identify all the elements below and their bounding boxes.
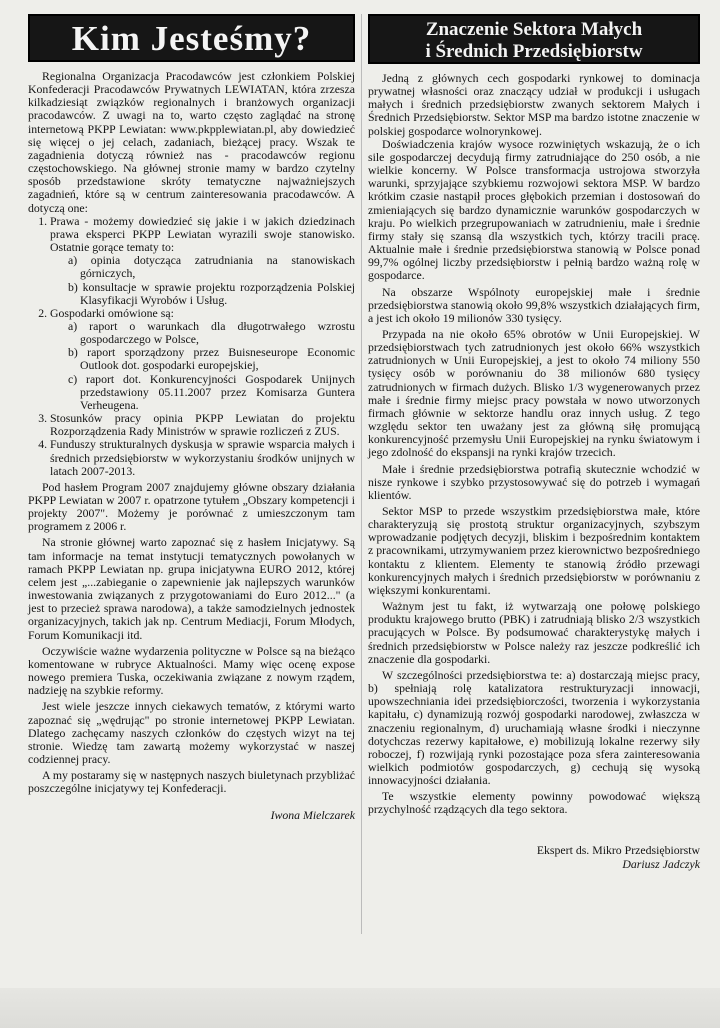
right-para-9: Te wszystkie elementy powinny powodować większą przychylność rządzących dla tego sektora. <box>368 789 700 817</box>
left-para-3: Oczywiście ważne wydarzenia polityczne w Polsce są na bieżąco komentowane w rubryce Aktualności. Mamy więc ocenę expose nowego premiera Tuska, oczekiwania związane z nowym rządem, nadzieję na szybkie reformy. <box>28 643 355 698</box>
topic-item-funds: 4. Funduszy strukturalnych dyskusja w sprawie wsparcia małych i średnich przedsiębiorstw w wykorzystaniu środków unijnych w latach 2007-2013. <box>50 438 355 477</box>
right-para-8: W szczególności przedsiębiorstwa te: a) dostarczają miejsc pracy, b) spełniają rolę katalizatora restrukturyzacji innowacji, upowszechniania idei przedsiębiorczości, tworzenia i wykorzystania kapitału, c) dynamizują rozwój gospodarki narodowej, zwłaszcza w znaczeniu regionalnym, d) uruchamiają własne środki i nieczynne dotychczas rezerwy kapitałowe, e) mobilizują lokalne rezerwy siły roboczej, f) rozwijają rynki pozostające poza sfera zainteresowania wielkich podmiotów gospodarczych, g) cechują się wysoką innowacyjności działania. <box>368 667 700 788</box>
left-intro: Regionalna Organizacja Pracodawców jest członkiem Polskiej Konfederacji Pracodawców Prywatnych LEWIATAN, która zrzesza kilkadziesiąt związków regionalnych i branżowych organizacji pracodawców. Z uwagi na to, warto często zaglądać na stronę internetową PKPP Lewiatan: www.pkpplewiatan.pl, aby dowiedzieć się więcej o jej celach, zadaniach, bieżącej pracy. Wszak te zagadnienia dotyczą również nas - pracodawców regionu częstochowskiego. Na głównej stronie mamy w bardzo czytelny sposób przedstawione skróty tematyczne najważniejszych zagadnień, które są w centrum zainteresowania pracodawców. A dotyczą one: <box>28 69 355 215</box>
topic-law-sub-a: a) opinia dotycząca zatrudniania na stanowiskach górniczych, <box>68 253 355 281</box>
left-column <box>28 14 355 823</box>
column-divider <box>361 14 362 934</box>
topic-law-sub-b: b) konsultacje w sprawie projektu rozporządzenia Polskiej Klasyfikacji Wyrobów i Usług. <box>68 279 355 307</box>
right-signature-name: Dariusz Jadczyk <box>622 856 700 871</box>
topic-economy-sub-a: a) raport o warunkach dla długotrwałego wzrostu gospodarczego w Polsce, <box>68 318 355 347</box>
left-title: Kim Jesteśmy? <box>28 14 355 62</box>
right-column <box>368 14 700 871</box>
topic-item-economy <box>50 307 355 412</box>
topic-economy-text: Gospodarki omówione są: <box>50 305 174 320</box>
topic-law-subs <box>50 254 355 307</box>
page-footer-bleed <box>0 988 720 1028</box>
left-signature: Iwona Mielczarek <box>270 808 355 823</box>
left-para-4: Jest wiele jeszcze innych ciekawych tematów, z którymi warto zapoznać się „wędrując" po stronie internetowej PKPP Lewiatan. Dlatego zachęcamy naszych członków do częstych wizyt na tej stronie. Wiedzę tam zawartą możemy wykorzystać w naszej codziennej pracy. <box>28 699 355 766</box>
right-signature-role: Ekspert ds. Mikro Przedsiębiorstw <box>536 842 700 857</box>
left-para-2: Na stronie głównej warto zapoznać się z hasłem Inicjatywy. Są tam informacje na temat instytucji tematycznych powołanych w ramach PKPP Lewiatan np. grupa inicjatywna EURO 2012, której celem jest „...zabieganie o zapewnienie jak najlepszych warunków inwestowania związanych z przygotowaniami do Euro 2012..." (a jest to przecież sprawa narodowa), a także samodzielnych jednostek organizacyjnych, takich jak np. Centrum Mediacji, Forum Młodych, Forum Komunikacji itd. <box>28 535 355 642</box>
left-article <box>28 70 355 823</box>
right-article <box>368 72 700 871</box>
right-para-4: Przypada na nie około 65% obrotów w Unii Europejskiej. W przedsiębiorstwach tych zatrudnionych jest około 66% wszystkich zatrudnionych w Unii Europejskiej, a jest to około 74 miliony 550 tysięcy osób w porównaniu do 38 milionów 680 tysięcy zatrudnionych w firmach dużych. Blisko 1/3 wygenerowanych przez małe i średnie firmy miejsc pracy powstała w nowo utworzonych firmach głównie w sektorze handlu oraz innych usług. Z tego względu sektor ten uważany jest za główną siłę promującą konkurencyjność przemysłu Unii Europejskiej na rynku światowym i jego zdolność do ekspansji na rynki krajów trzecich. <box>368 326 700 460</box>
topic-list <box>28 215 355 478</box>
topic-economy-sub-b: b) raport sporządzony przez Buisneseurope Economic Outlook dot. gospodarki europejskiej, <box>68 345 355 373</box>
topic-item-law <box>50 215 355 307</box>
left-para-1: Pod hasłem Program 2007 znajdujemy główne obszary działania PKPP Lewiatan w 2007 r. opatrzone tytułem „Obszary kompetencji i projekty 2007". Możemy je porównać z umieszczonym tam programem z 2006 r. <box>28 479 355 534</box>
right-para-6: Sektor MSP to przede wszystkim przedsiębiorstwa małe, które charakteryzują się prostotą struktur organizacyjnych, szybszym wprowadzanie podjętych decyzji, bliskim i bezpośrednim kontaktem z pracownikami, utrzymywaniem przez kierownictwo bezpośredniego kontaktu z klientem. Elementy te stanowią źródło przewagi konkurencyjnych małych i średnich przedsiębiorstw w porównaniu z większymi konkurentami. <box>368 504 700 597</box>
left-para-5: A my postaramy się w następnych naszych biuletynach przybliżać poszczególne inicjatywy tej Konfederacji. <box>28 768 355 796</box>
topic-item-labour: 3. Stosunków pracy opinia PKPP Lewiatan do projektu Rozporządzenia Rady Ministrów w sprawie rozliczeń z ZUS. <box>50 412 355 438</box>
right-para-5: Małe i średnie przedsiębiorstwa potrafią skutecznie wchodzić w nisze rynkowe i szybko przystosowywać się do potrzeb i wymagań klientów. <box>368 461 700 502</box>
right-signature <box>368 843 700 871</box>
topic-law-text: Prawa - możemy dowiedzieć się jakie i w jakich dziedzinach prawa eksperci PKPP Lewiatan wyrazili swoje stanowisko. Ostatnie gorące tematy to: <box>50 213 355 255</box>
right-title-line-1: Znaczenie Sektora Małych <box>425 19 643 40</box>
right-para-7: Ważnym jest tu fakt, iż wytwarzają one połowę polskiego produktu krajowego brutto (PBK) i zatrudniają blisko 2/3 wszystkich pracujących w Polsce. By podsumować charakterystykę małych i średnich przedsiębiorstw w Polsce należy raz jeszcze podkreślić ich znaczenie dla gospodarki. <box>368 599 700 666</box>
topic-economy-sub-c: c) raport dot. Konkurencyjności Gospodarek Unijnych przedstawiony 05.11.2007 przez Komisarza Guntera Verheugena. <box>68 371 355 412</box>
right-para-2: Doświadczenia krajów wysoce rozwiniętych wskazują, że o ich sile gospodarczej decydują firmy zatrudniające do 250 osób, a nie wielkie koncerny. W Polsce transformacja ustrojowa stworzyła warunki, sprzyjające szybkiemu rozwojowi sektora MSP. W bardzo krótkim czasie nastąpił proces głębokich przemian i dostosowań do zmieniających się bardzo dynamicznie warunków gospodarczych w kraju. Po wielkich przegrupowaniach w zatrudnieniu, małe i średnie firmy stały się szansą dla wszystkich tych, którzy tracili pracę. Aktualnie małe i średnie przedsiębiorstwa stanowią w Polsce ponad 99,7% ogólnej liczby przedsiębiorstw i pełnią bardzo ważną rolę w gospodarce. <box>368 136 700 283</box>
right-title-line-2: i Średnich Przedsiębiorstw <box>425 41 643 62</box>
right-para-3: Na obszarze Wspólnoty europejskiej małe i średnie przedsiębiorstwa stanowią około 99,8% wszystkich działających firm, a jest ich około 19 milionów 330 tysięcy. <box>368 284 700 325</box>
topic-economy-subs <box>50 320 355 412</box>
right-title <box>368 14 700 64</box>
right-para-1: Jedną z głównych cech gospodarki rynkowej to dominacja prywatnej własności oraz znaczący udział w produkcji i usługach małych i średnich przedsiębiorstw zwanych sektorem Małych i Średnich Przedsiębiorstw. Sektor MSP ma bardzo istotne znaczenie w polskiej gospodarce wolnorynkowej. <box>368 71 700 138</box>
